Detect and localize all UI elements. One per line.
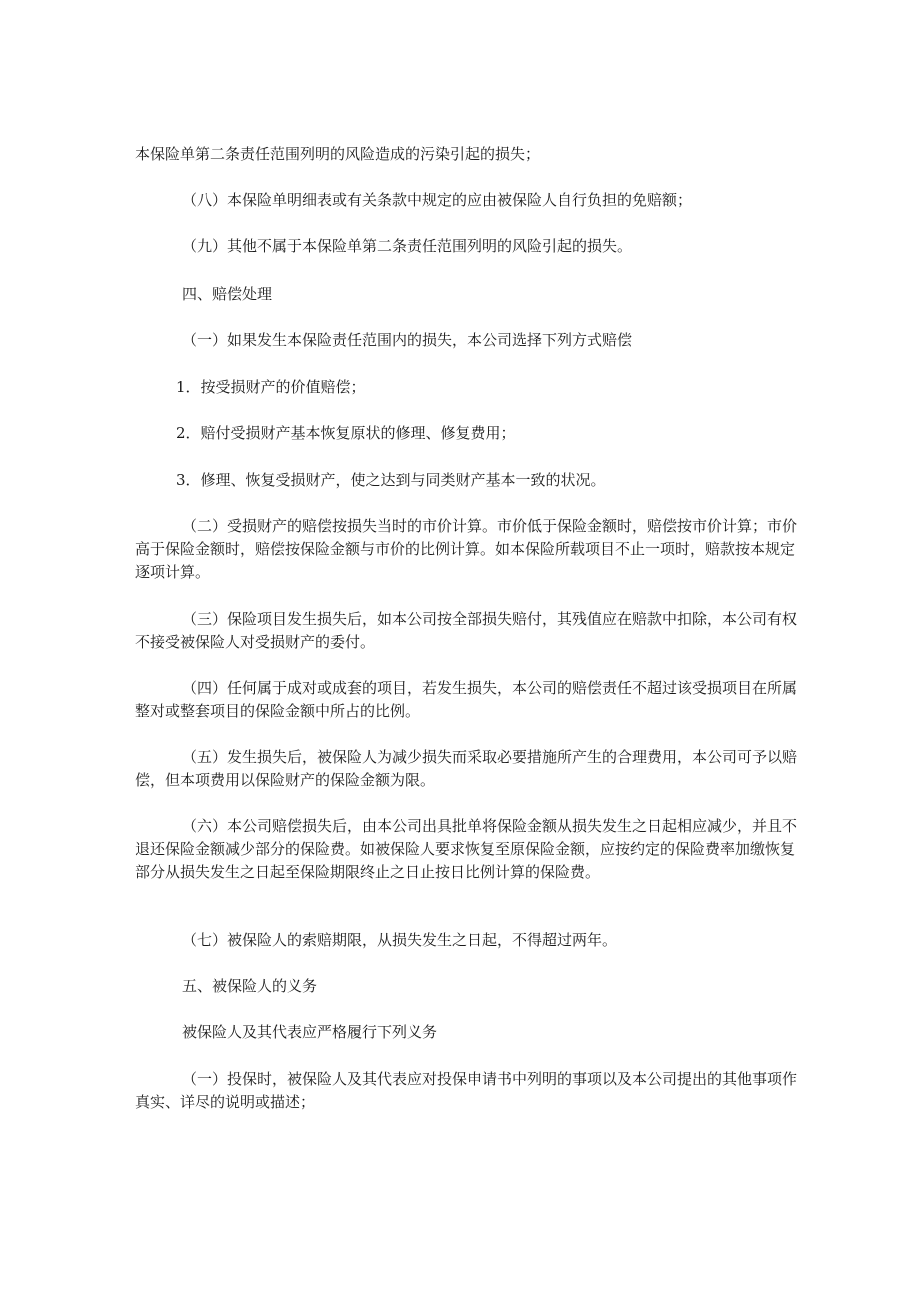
section-heading-compensation: 四、赔偿处理 [182,285,273,303]
paragraph-pollution-loss: 本保险单第二条责任范围列明的风险造成的污染引起的损失； [135,145,541,163]
paragraph-comp-4: （四）任何属于成对或成套的项目，若发生损失，本公司的赔偿责任不超过该受损项目在所属整对或整套项目的保险金额中所占的比例。 [135,679,798,720]
paragraph-comp-5: （五）发生损失后，被保险人为减少损失而采取必要措施所产生的合理费用，本公司可予以赔偿，但本项费用以保险财产的保险金额为限。 [135,748,798,789]
list-item-2: 2．赔付受损财产基本恢复原状的修理、修复费用； [176,424,516,442]
paragraph-obligations-intro: 被保险人及其代表应严格履行下列义务 [182,1023,438,1041]
paragraph-item-8: （八）本保险单明细表或有关条款中规定的应由被保险人自行负担的免赔额； [182,191,693,209]
paragraph-comp-6: （六）本公司赔偿损失后，由本公司出具批单将保险金额从损失发生之日起相应减少，并且不退还保险金额减少部分的保险费。如被保险人要求恢复至原保险金额，应按约定的保险费率加缴恢复部分从损失发生之日起至保险期限终止之日止按日比例计算的保险费。 [135,817,798,881]
paragraph-comp-1: （一）如果发生本保险责任范围内的损失，本公司选择下列方式赔偿 [182,331,633,349]
paragraph-item-9: （九）其他不属于本保险单第二条责任范围列明的风险引起的损失。 [182,237,633,255]
list-item-3: 3．修理、恢复受损财产，使之达到与同类财产基本一致的状况。 [176,471,606,489]
section-heading-obligations: 五、被保险人的义务 [182,977,318,995]
list-item-1: 1．按受损财产的价值赔偿； [176,378,366,396]
paragraph-obligation-1: （一）投保时，被保险人及其代表应对投保申请书中列明的事项以及本公司提出的其他事项作真实、详尽的说明或描述； [135,1070,798,1111]
paragraph-comp-7: （七）被保险人的索赔期限，从损失发生之日起，不得超过两年。 [182,931,618,949]
paragraph-comp-2: （二）受损财产的赔偿按损失当时的市价计算。市价低于保险金额时，赔偿按市价计算；市价高于保险金额时，赔偿按保险金额与市价的比例计算。如本保险所载项目不止一项时，赔款按本规定逐项计算。 [135,517,798,581]
paragraph-comp-3: （三）保险项目发生损失后，如本公司按全部损失赔付，其残值应在赔款中扣除，本公司有权不接受被保险人对受损财产的委付。 [135,610,798,651]
